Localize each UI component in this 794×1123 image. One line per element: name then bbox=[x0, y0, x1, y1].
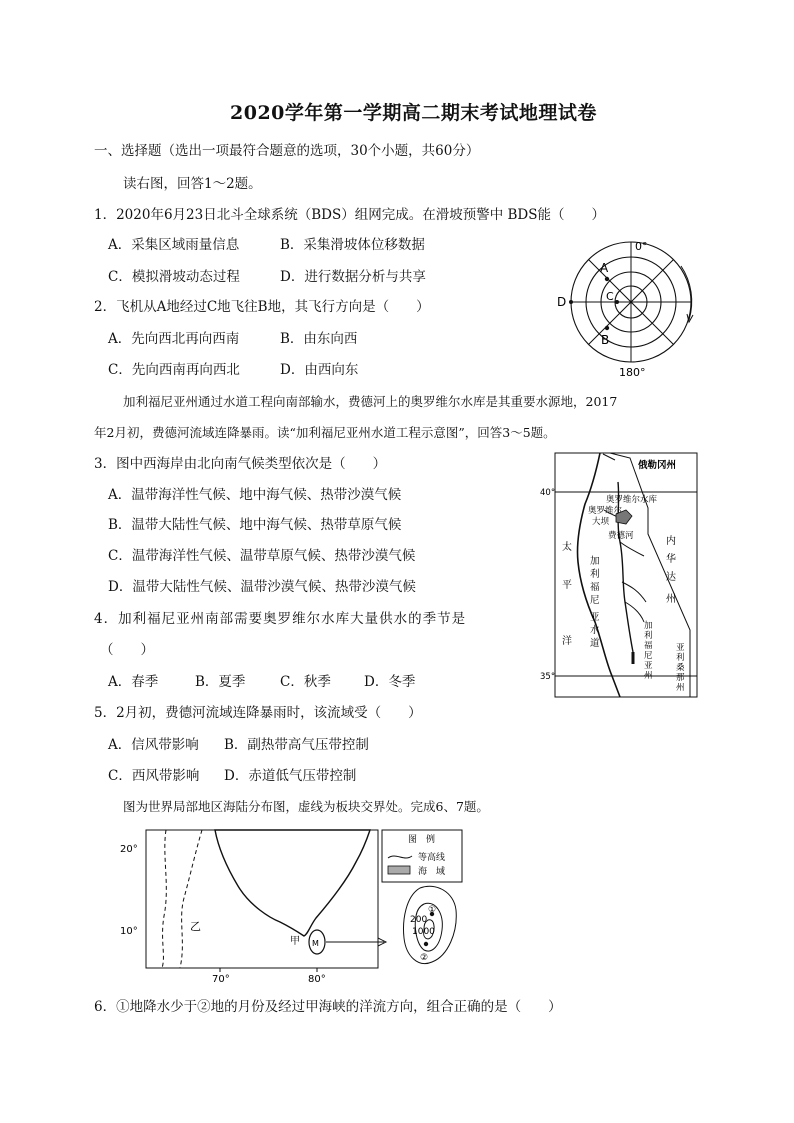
question-2-stem: 2．飞机从A地经过C地飞往B地，其飞行方向是（ ） bbox=[94, 299, 430, 315]
label-0-degree: 0° bbox=[635, 240, 648, 253]
question-1-stem: 1．2020年6月23日北斗全球系统（BDS）组网完成。在滑坡预警中 BDS能（ ） bbox=[94, 207, 605, 223]
polar-projection-figure bbox=[555, 240, 705, 380]
svg-text:水: 水 bbox=[590, 625, 600, 636]
lat-10-label: 10° bbox=[120, 926, 138, 937]
intro-text: 读右图，回答1～2题。 bbox=[123, 176, 262, 192]
question-3-option-d: D．温带大陆性气候、温带沙漠气候、热带沙漠气候 bbox=[108, 579, 416, 595]
lat-20-label: 20° bbox=[120, 844, 138, 855]
question-2-option-c: C．先向西南再向西北 bbox=[108, 362, 240, 378]
question-4-stem: 4．加利福尼亚州南部需要奥罗维尔水库大量供水的季节是 bbox=[94, 611, 467, 627]
pacific-label: 太 bbox=[562, 542, 572, 553]
question-3-option-b: B．温带大陆性气候、地中海气候、热带草原气候 bbox=[108, 517, 402, 533]
dam-label-1: 奥罗维尔 bbox=[588, 506, 623, 516]
question-1-option-c: C．模拟滑坡动态过程 bbox=[108, 269, 240, 285]
svg-text:亚: 亚 bbox=[644, 661, 653, 671]
question-2-option-a: A．先向西北再向西南 bbox=[108, 331, 240, 347]
svg-text:州: 州 bbox=[666, 594, 676, 605]
jia-label: 甲 bbox=[290, 936, 300, 947]
question-4-option-c: C．秋季 bbox=[280, 674, 331, 690]
m-label: M bbox=[312, 939, 319, 948]
india-region-map bbox=[120, 826, 470, 986]
dam-label-2: 大坝 bbox=[592, 517, 610, 527]
svg-text:桑: 桑 bbox=[676, 663, 685, 673]
question-4-option-b: B．夏季 bbox=[195, 674, 246, 690]
aqueduct-label bbox=[590, 555, 600, 649]
question-5-option-d: D．赤道低气压带控制 bbox=[224, 768, 357, 784]
svg-text:尼: 尼 bbox=[644, 651, 653, 661]
question-2-option-d: D．由西向东 bbox=[280, 362, 359, 378]
intro-text: 图为世界局部地区海陆分布图，虚线为板块交界处。完成6、7题。 bbox=[123, 799, 489, 814]
point-1-label: ① bbox=[428, 905, 437, 915]
point-c-label: C bbox=[606, 290, 614, 303]
lon-70-label: 70° bbox=[212, 974, 230, 985]
svg-text:利: 利 bbox=[590, 569, 600, 580]
california-aqueduct-map bbox=[540, 452, 700, 700]
question-5-option-a: A．信风带影响 bbox=[108, 737, 199, 753]
contour-200-label: 200 bbox=[410, 915, 428, 925]
question-5-option-c: C．西风带影响 bbox=[108, 768, 200, 784]
reservoir-label: 奥罗维尔水库 bbox=[606, 495, 658, 505]
question-4-option-a: A．春季 bbox=[108, 674, 159, 690]
svg-text:利: 利 bbox=[676, 653, 685, 663]
intro-text: 加利福尼亚州通过水道工程向南部输水，费德河上的奥罗维尔水库是其重要水源地，2017 bbox=[123, 394, 618, 409]
question-6-stem: 6．①地降水少于②地的月份及经过甲海峡的洋流方向，组合正确的是（ ） bbox=[94, 999, 562, 1015]
svg-text:州: 州 bbox=[676, 683, 685, 693]
page-title: 2020学年第一学期高二期末考试地理试卷 bbox=[230, 102, 597, 124]
point-2-label: ② bbox=[420, 953, 429, 963]
contour-1000-label: 1000 bbox=[412, 927, 435, 937]
label-180-degree: 180° bbox=[619, 366, 646, 379]
oregon-label: 俄勒冈州 bbox=[638, 460, 677, 471]
svg-text:福: 福 bbox=[644, 641, 653, 651]
section-heading: 一、选择题（选出一项最符合题意的选项，30个小题，共60分） bbox=[94, 143, 480, 159]
lat-40-label: 40° bbox=[540, 488, 556, 498]
question-4-paren: （ ） bbox=[100, 642, 154, 658]
svg-text:华: 华 bbox=[666, 554, 676, 565]
lon-80-label: 80° bbox=[308, 974, 326, 985]
svg-text:加: 加 bbox=[590, 556, 600, 567]
california-label bbox=[644, 620, 653, 681]
svg-text:亚: 亚 bbox=[676, 643, 685, 653]
question-5-option-b: B．副热带高气压带控制 bbox=[224, 737, 369, 753]
question-3-option-a: A．温带海洋性气候、地中海气候、热带沙漠气候 bbox=[108, 487, 402, 503]
legend-title: 图 例 bbox=[408, 835, 436, 845]
point-d-label: D bbox=[557, 295, 567, 309]
point-b-label: B bbox=[601, 333, 610, 347]
sea-swatch-icon bbox=[388, 866, 410, 874]
svg-text:那: 那 bbox=[676, 673, 685, 683]
pacific-label: 洋 bbox=[562, 636, 572, 647]
legend-sea-label: 海 域 bbox=[418, 867, 446, 877]
svg-text:州: 州 bbox=[644, 671, 653, 681]
lat-35-label: 35° bbox=[540, 672, 556, 682]
question-1-option-b: B．采集滑坡体位移数据 bbox=[280, 237, 425, 253]
question-3-option-c: C．温带海洋性气候、温带草原气候、热带沙漠气候 bbox=[108, 548, 416, 564]
svg-text:尼: 尼 bbox=[590, 595, 600, 606]
svg-text:福: 福 bbox=[590, 582, 600, 593]
svg-text:利: 利 bbox=[644, 631, 653, 641]
question-1-option-d: D．进行数据分析与共享 bbox=[280, 269, 426, 285]
svg-text:内: 内 bbox=[666, 536, 676, 547]
question-4-option-d: D．冬季 bbox=[364, 674, 416, 690]
river-label: 费德河 bbox=[608, 531, 634, 541]
point-a-label: A bbox=[600, 261, 609, 275]
svg-text:道: 道 bbox=[590, 638, 600, 649]
intro-text: 年2月初，费德河流域连降暴雨。读“加利福尼亚州水道工程示意图”，回答3～5题。 bbox=[94, 425, 556, 440]
yi-label: 乙 bbox=[190, 920, 201, 933]
svg-text:达: 达 bbox=[666, 572, 676, 583]
svg-text:加: 加 bbox=[644, 621, 653, 631]
legend-contour-label: 等高线 bbox=[418, 853, 446, 863]
question-1-option-a: A．采集区域雨量信息 bbox=[108, 237, 240, 253]
question-5-stem: 5．2月初，费德河流域连降暴雨时，该流域受（ ） bbox=[94, 705, 422, 721]
question-3-stem: 3．图中西海岸由北向南气候类型依次是（ ） bbox=[94, 456, 387, 472]
svg-text:亚: 亚 bbox=[590, 612, 600, 623]
question-2-option-b: B．由东向西 bbox=[280, 331, 358, 347]
arizona-label bbox=[676, 643, 685, 693]
pacific-label: 平 bbox=[562, 580, 572, 591]
